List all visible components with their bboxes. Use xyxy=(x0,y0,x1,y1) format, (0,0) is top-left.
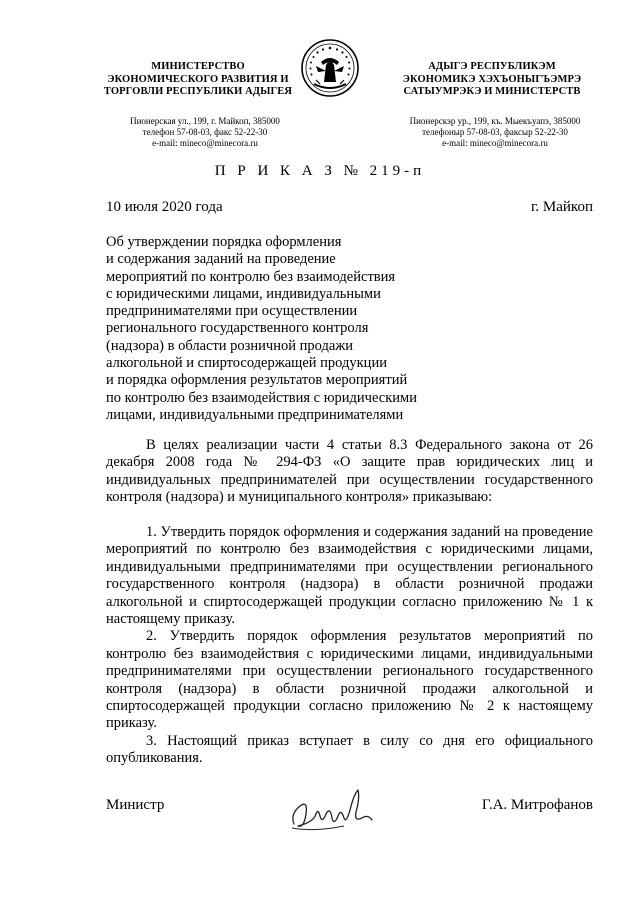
order-item: 1. Утвердить порядок оформления и содержания заданий на проведение мероприятий по контролю без взаимодействия с юридическими лицами, индивидуальными предпринимателями при осуществлении регионального государственного контроля (надзора) в области розничной продажи алкогольной и спиртосодержащей продукции согласно приложению № 1 к настоящему приказу. xyxy=(106,524,593,628)
order-subject xyxy=(106,234,436,424)
handwritten-signature xyxy=(286,784,382,840)
left-address-block xyxy=(105,116,305,149)
order-city: г. Майкоп xyxy=(530,199,593,215)
right-email-line: e-mail: mineco@minecora.ru xyxy=(442,138,548,148)
signatory-name: Г.А. Митрофанов xyxy=(481,797,593,813)
subject-line: и содержания заданий на проведение xyxy=(106,251,336,268)
subject-line: и порядка оформления результатов мероприятий xyxy=(106,372,408,389)
subject-line: мероприятий по контролю без взаимодействия xyxy=(106,268,396,285)
subject-line: с юридическими лицами, индивидуальными xyxy=(106,285,381,302)
right-organization-name xyxy=(392,61,592,99)
preamble-paragraph: В целях реализации части 4 статьи 8.3 Федерального закона от 26 декабря 2008 года № 294-ФЗ «О защите прав юридических лиц и индивидуальных предпринимателей при осуществлении государственного контроля (надзора) и муниципального контроля» приказываю: xyxy=(106,437,593,506)
republic-of-adygea-coat-of-arms-icon xyxy=(300,38,360,98)
left-organization-name xyxy=(88,61,308,99)
order-items xyxy=(106,524,593,768)
order-title: П Р И К А З № 219-п xyxy=(214,163,426,179)
subject-line: предпринимателями при осуществлении xyxy=(106,303,358,320)
left-org-line: МИНИСТЕРСТВО xyxy=(151,61,245,72)
subject-line: по контролю без взаимодействия с юридическими xyxy=(106,389,417,406)
right-phone-line: телефоныр 57-08-03, факсыр 52-22-30 xyxy=(422,127,568,137)
subject-line: регионального государственного контроля xyxy=(106,320,369,337)
left-email-line: e-mail: mineco@minecora.ru xyxy=(152,138,258,148)
signatory-role: Министр xyxy=(106,797,165,813)
order-date: 10 июля 2020 года xyxy=(106,199,223,215)
subject-line: (надзора) в области розничной продажи xyxy=(106,337,354,354)
right-org-line: ЭКОНОМИКЭ ХЭХЪОНЫГЪЭМРЭ xyxy=(402,73,582,85)
right-address-line: Пионерскэр ур., 199, къ. Мыекъуапэ, 385000 xyxy=(409,116,581,126)
order-item: 3. Настоящий приказ вступает в силу со дня его официального опубликования. xyxy=(106,732,593,767)
right-org-line: АДЫГЭ РЕСПУБЛИКЭМ xyxy=(428,61,556,72)
subject-line: алкогольной и спиртосодержащей продукции xyxy=(106,355,387,372)
subject-line: лицами, индивидуальными предпринимателями xyxy=(106,406,404,423)
order-item: 2. Утвердить порядок оформления результатов мероприятий по контролю без взаимодействия с юридическими лицами, индивидуальными предпринимателями при осуществлении регионального государственного контроля (надзора) в области розничной продажи алкогольной и спиртосодержащей продукции согласно приложению № 2 к настоящему приказу. xyxy=(106,628,593,732)
subject-line: Об утверждении порядка оформления xyxy=(106,234,342,250)
left-org-line: ЭКОНОМИЧЕСКОГО РАЗВИТИЯ И xyxy=(107,73,289,85)
right-org-line: САТЫУМРЭКЭ И МИНИСТЕРСТВ xyxy=(403,86,581,97)
left-address-line: Пионерская ул., 199, г. Майкоп, 385000 xyxy=(130,116,280,126)
left-org-line: ТОРГОВЛИ РЕСПУБЛИКИ АДЫГЕЯ xyxy=(103,86,293,97)
right-address-block xyxy=(395,116,595,149)
left-phone-line: телефон 57-08-03, факс 52-22-30 xyxy=(142,127,268,137)
